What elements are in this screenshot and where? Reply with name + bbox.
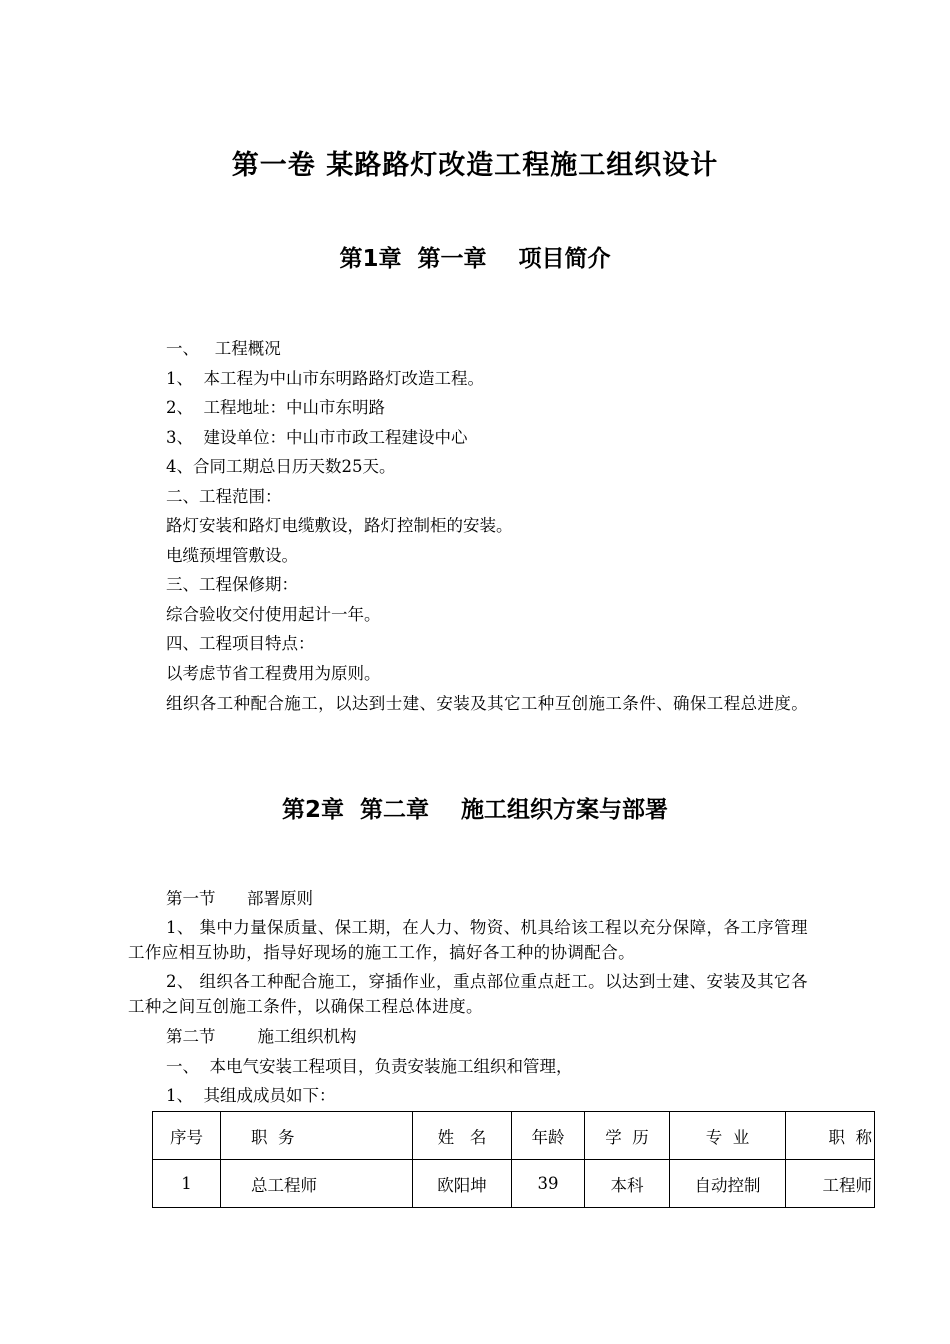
ch1-paragraph: 组织各工种配合施工，以达到士建、安装及其它工种互创施工条件、确保工程总进度。: [166, 694, 809, 713]
ch1-line-9: 综合验收交付使用起计一年。: [166, 605, 381, 624]
header-cell: 职 称: [786, 1112, 875, 1160]
header-cell: 专 业: [670, 1112, 786, 1160]
section-2-title: 第二节 施工组织机构: [166, 1027, 357, 1046]
chapter-2-title: 第2章 第二章 施工组织方案与部署: [281, 797, 669, 823]
table-cell: 工程师: [786, 1160, 875, 1208]
table-header-row: [153, 1112, 875, 1160]
header-cell: 职 务: [221, 1112, 413, 1160]
ch1-line-10: 四、工程项目特点：: [166, 634, 315, 653]
header-cell: 序号: [153, 1112, 221, 1160]
ch1-line-3: 3、 建设单位：中山市市政工程建设中心: [166, 428, 468, 447]
table-cell: 自动控制: [670, 1160, 786, 1208]
ch2-paragraph-2: 2、 组织各工种配合施工，穿插作业，重点部位重点赶工。以达到士建、安装及其它各工种之间互创施工条件，以确保工程总体进度。: [128, 972, 808, 1016]
ch1-line-11: 以考虑节省工程费用为原则。: [166, 664, 381, 683]
ch1-line-1: 1、 本工程为中山市东明路路灯改造工程。: [166, 369, 484, 388]
header-cell: 学 历: [585, 1112, 670, 1160]
ch2-paragraph-1: 1、 集中力量保质量、保工期，在人力、物资、机具给该工程以充分保障，各工序管理工作应相互协助，指导好现场的施工工作，搞好各工种的协调配合。: [128, 918, 808, 962]
table-cell: 本科: [585, 1160, 670, 1208]
table-row: [153, 1160, 875, 1208]
table-cell: 39: [512, 1160, 585, 1208]
ch2-line-a: 一、 本电气安装工程项目，负责安装施工组织和管理，: [166, 1057, 573, 1076]
table-cell: 欧阳坤: [413, 1160, 512, 1208]
table-cell: 1: [153, 1160, 221, 1208]
ch1-line-5: 二、工程范围：: [166, 487, 282, 506]
table-cell: 总工程师: [221, 1160, 413, 1208]
ch1-line-7: 电缆预埋管敷设。: [166, 546, 298, 565]
volume-title: 第一卷 某路路灯改造工程施工组织设计: [231, 150, 719, 181]
chapter-1-title: 第1章 第一章 项目简介: [339, 246, 611, 272]
header-cell: 姓 名: [413, 1112, 512, 1160]
section-1-title: 第一节 部署原则: [166, 889, 313, 908]
ch1-line-2: 2、 工程地址：中山市东明路: [166, 398, 385, 417]
ch1-line-6: 路灯安装和路灯电缆敷设，路灯控制柜的安装。: [166, 516, 513, 535]
staff-table: [152, 1111, 875, 1208]
header-cell: 年龄: [512, 1112, 585, 1160]
ch1-line-0: 一、 工程概况: [166, 339, 281, 358]
ch2-line-b: 1、 其组成成员如下：: [166, 1086, 336, 1105]
ch1-line-4: 4、合同工期总日历天数25天。: [166, 457, 396, 476]
ch1-line-8: 三、工程保修期：: [166, 575, 298, 594]
